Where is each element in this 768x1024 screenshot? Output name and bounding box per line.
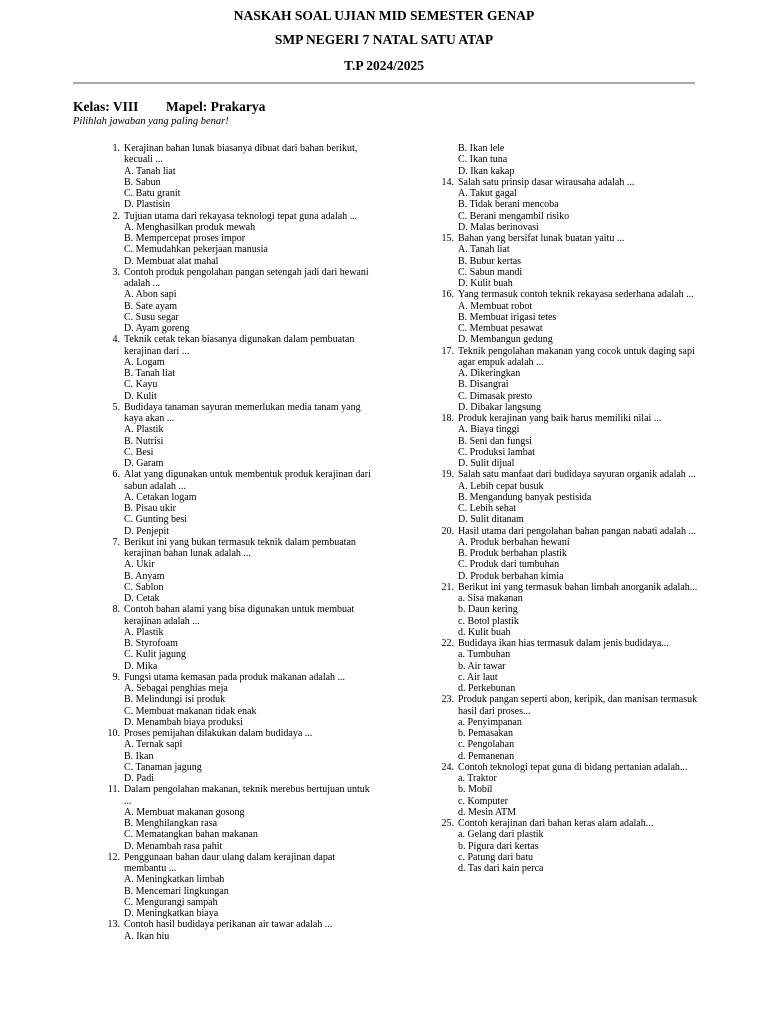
- answer-option: A. Plastik: [124, 424, 164, 436]
- answer-option: D. Cetak: [124, 593, 160, 604]
- question-text: Teknik cetak tekan biasanya digunakan dalam pembuatan kerajinan dari ...: [124, 334, 355, 357]
- answer-option: B. Ikan: [124, 750, 154, 762]
- question-item: [96, 537, 371, 605]
- question-number: 19.: [441, 469, 454, 481]
- answer-option: c. Pengolahan: [458, 739, 515, 751]
- answer-option: a. Traktor: [458, 773, 497, 784]
- answer-option: C. Memudahkan pekerjaan manusia: [124, 244, 268, 256]
- answer-option: D. Menambah rasa pahit: [124, 840, 223, 852]
- question-number: 16.: [441, 289, 454, 301]
- answer-option: B. Disangrai: [458, 379, 509, 391]
- academic-year: T.P 2024/2025: [343, 58, 424, 73]
- answer-option: B. Produk berbahan plastik: [458, 548, 567, 559]
- question-text: Berikut ini yang bukan termasuk teknik dalam pembuatan kerajinan bahan lunak adalah ...: [124, 536, 356, 559]
- answer-option: b. Daun kering: [458, 604, 518, 616]
- question-text: Yang termasuk contoh teknik rekayasa sederhana adalah ...: [458, 289, 694, 301]
- question-item: [96, 334, 371, 402]
- question-number: 6.: [112, 469, 120, 481]
- answer-option: C. Produk dari tumbuhan: [458, 559, 560, 571]
- answer-option: D. Ikan kakap: [458, 165, 515, 177]
- question-number: 7.: [112, 536, 120, 548]
- answer-option: C. Lebih sehat: [458, 503, 517, 514]
- answer-option: A. Ternak sapi: [124, 739, 183, 751]
- answer-option: B. Menghilangkan rasa: [124, 818, 218, 829]
- question-number: 12.: [107, 851, 120, 863]
- answer-option: C. Mengurangi sampah: [124, 896, 218, 908]
- question-item: [96, 852, 371, 920]
- question-text: Produk pangan seperti abon, keripik, dan manisan termasuk hasil dari proses...: [458, 694, 698, 717]
- answer-option: C. Membuat makanan tidak enak: [124, 705, 257, 717]
- answer-option: B. Pisau ukir: [124, 503, 176, 514]
- answer-option: A. Cetakan logam: [124, 491, 197, 503]
- answer-option: A. Membuat makanan gosong: [124, 806, 245, 818]
- answer-option: c. Patung dari batu: [458, 851, 533, 863]
- answer-option: D. Produk berbahan kimia: [458, 570, 564, 582]
- answer-option: A. Menghasilkan produk mewah: [124, 221, 256, 233]
- answer-option: B. Membuat irigasi tetes: [458, 311, 557, 323]
- answer-option: D. Sulit dijual: [458, 458, 515, 469]
- question-number: 13.: [107, 919, 120, 931]
- question-text: Fungsi utama kemasan pada produk makanan adalah ...: [124, 671, 346, 683]
- question-number: 20.: [441, 525, 454, 537]
- answer-option: B. Bubur kertas: [458, 255, 522, 267]
- question-number: 2.: [112, 210, 120, 222]
- answer-option: C. Membuat pesawat: [458, 323, 543, 334]
- answer-option: D. Ayam goreng: [124, 323, 190, 334]
- answer-option: d. Tas dari kain perca: [458, 863, 544, 874]
- answer-option: C. Sablon: [124, 581, 164, 593]
- answer-option: d. Mesin ATM: [458, 806, 517, 818]
- question-number: 10.: [107, 728, 120, 739]
- answer-option: A. Tanah liat: [458, 244, 510, 256]
- question-item: [430, 346, 710, 414]
- exam-title: NASKAH SOAL UJIAN MID SEMESTER GENAP: [233, 8, 535, 23]
- answer-option: d. Kulit buah: [458, 626, 511, 638]
- question-number: 15.: [441, 233, 454, 244]
- answer-option: D. Penjepit: [124, 525, 169, 537]
- answer-option: c. Air laut: [458, 671, 498, 683]
- answer-option: A. Ukir: [124, 559, 155, 571]
- question-item: [430, 638, 710, 694]
- answer-option: C. Gunting besi: [124, 514, 188, 526]
- question-text: Berikut ini yang termasuk bahan limbah anorganik adalah...: [458, 581, 698, 593]
- question-item: [96, 267, 371, 335]
- question-13-continuation: [430, 143, 710, 177]
- question-item: [96, 402, 371, 470]
- question-item: [96, 469, 371, 537]
- question-text: Dalam pengolahan makanan, teknik merebus bertujuan untuk ...: [124, 784, 370, 807]
- question-number: 21.: [441, 581, 454, 593]
- answer-option: B. Tanah liat: [124, 368, 176, 379]
- question-text: Hasil utama dari pengolahan bahan pangan nabati adalah ...: [458, 525, 696, 537]
- answer-option: A. Plastik: [124, 626, 164, 638]
- question-number: 22.: [441, 638, 454, 649]
- answer-option: D. Dibakar langsung: [458, 401, 542, 413]
- answer-option: D. Kulit buah: [458, 278, 513, 289]
- question-item: [430, 233, 710, 289]
- question-item: [430, 582, 710, 638]
- answer-option: a. Gelang dari plastik: [458, 829, 544, 841]
- answer-option: A. Logam: [124, 356, 165, 368]
- answer-option: A. Membuat robot: [458, 300, 533, 312]
- answer-option: C. Batu granit: [124, 188, 181, 199]
- answer-option: b. Mobil: [458, 784, 493, 796]
- question-number: 14.: [441, 176, 454, 188]
- answer-option: d. Perkebunan: [458, 683, 516, 694]
- answer-option: b. Pemasakan: [458, 728, 513, 739]
- answer-option: A. Sebagai penghias meja: [124, 683, 228, 694]
- question-item: [430, 469, 710, 525]
- answer-option: C. Sabun mandi: [458, 266, 523, 278]
- question-item: [96, 728, 371, 784]
- answer-option: C. Kulit jagung: [124, 649, 186, 661]
- answer-option: c. Botol plastik: [458, 615, 519, 627]
- question-number: 23.: [441, 694, 454, 706]
- question-text: Produk kerajinan yang baik harus memiliki nilai ...: [458, 413, 662, 424]
- question-text: Contoh produk pengolahan pangan setengah jadi dari hewani adalah ...: [124, 266, 369, 289]
- question-text: Salah satu manfaat dari budidaya sayuran organik adalah ...: [458, 469, 696, 481]
- question-number: 18.: [441, 413, 454, 424]
- answer-option: C. Kayu: [124, 379, 158, 391]
- answer-option: D. Malas berinovasi: [458, 221, 539, 233]
- answer-option: D. Mika: [124, 660, 158, 672]
- answer-option: b. Air tawar: [458, 660, 506, 672]
- question-text: Contoh hasil budidaya perikanan air tawar adalah ...: [124, 919, 333, 931]
- question-number: 17.: [441, 345, 454, 357]
- question-number: 25.: [441, 818, 454, 829]
- question-number: 3.: [112, 266, 120, 278]
- question-item: [430, 177, 710, 233]
- question-item: [430, 694, 710, 762]
- question-text: Teknik pengolahan makanan yang cocok untuk daging sapi agar empuk adalah ...: [458, 345, 695, 368]
- answer-option: a. Tumbuhan: [458, 649, 511, 661]
- answer-option: C. Susu segar: [124, 311, 179, 323]
- question-number: 8.: [112, 604, 120, 616]
- class-label: Kelas: VIII: [73, 99, 139, 114]
- question-number: 11.: [107, 784, 120, 796]
- answer-option: B. Nutrisi: [124, 435, 164, 447]
- class-subject-row: [73, 99, 266, 115]
- answer-option: D. Meningkatkan biaya: [124, 908, 219, 919]
- answer-option: C. Ikan tuna: [458, 154, 508, 166]
- answer-option: c. Komputer: [458, 795, 508, 807]
- answer-option: a. Penyimpanan: [458, 716, 522, 728]
- question-text: Budidaya tanaman sayuran memerlukan media tanam yang kaya akan ...: [124, 401, 361, 424]
- question-text: Proses pemijahan dilakukan dalam budidaya ...: [124, 728, 313, 739]
- question-item: [430, 413, 710, 469]
- question-item: [96, 211, 371, 267]
- answer-option: C. Berani mengambil risiko: [458, 210, 570, 222]
- question-column-left: [96, 143, 371, 942]
- header-divider: [73, 82, 695, 84]
- answer-option: A. Tanah liat: [124, 165, 176, 177]
- question-text: Contoh teknologi tepat guna di bidang pertanian adalah...: [458, 761, 688, 773]
- answer-option: C. Dimasak presto: [458, 390, 533, 402]
- question-number: 4.: [112, 334, 120, 346]
- question-text: Tujuan utama dari rekayasa teknologi tepat guna adalah ...: [124, 210, 358, 222]
- answer-option: D. Membuat alat mahal: [124, 255, 219, 267]
- question-item: [96, 672, 371, 728]
- question-item: [430, 762, 710, 818]
- question-text: Penggunaan bahan daur ulang dalam kerajinan dapat membantu ...: [124, 851, 336, 874]
- answer-option: C. Tanaman jagung: [124, 761, 202, 773]
- answer-option: D. Membangun gedung: [458, 334, 553, 346]
- answer-option: B. Styrofoam: [124, 638, 178, 649]
- answer-option: A. Meningkatkan limbah: [124, 874, 225, 886]
- answer-option: B. Sabun: [124, 176, 161, 188]
- answer-option: C. Besi: [124, 446, 154, 458]
- question-text: Contoh bahan alami yang bisa digunakan untuk membuat kerajinan adalah ...: [124, 604, 355, 627]
- question-text: Bahan yang bersifat lunak buatan yaitu ...: [458, 233, 625, 244]
- question-text: Contoh kerajinan dari bahan keras alam adalah...: [458, 818, 654, 829]
- question-item: [96, 604, 371, 672]
- answer-option: B. Melindungi isi produk: [124, 694, 226, 706]
- question-text: Budidaya ikan hias termasuk dalam jenis budidaya...: [458, 638, 669, 649]
- answer-option: D. Kulit: [124, 390, 157, 402]
- answer-option: B. Seni dan fungsi: [458, 435, 532, 447]
- answer-option: B. Mempercepat proses impor: [124, 233, 246, 244]
- question-item: [96, 143, 371, 211]
- answer-option: B. Tidak berani mencoba: [458, 199, 559, 211]
- answer-option: C. Produksi lambat: [458, 446, 535, 458]
- question-column-right: [430, 143, 710, 874]
- question-number: 5.: [112, 401, 120, 413]
- question-text: Salah satu prinsip dasar wirausaha adalah ...: [458, 176, 635, 188]
- answer-option: D. Plastisin: [124, 199, 171, 211]
- answer-option: B. Ikan lele: [458, 143, 505, 154]
- answer-option: A. Takut gagal: [458, 188, 517, 199]
- answer-option: A. Abon sapi: [124, 289, 177, 301]
- answer-option: C. Mematangkan bahan makanan: [124, 829, 258, 841]
- question-text: Kerajinan bahan lunak biasanya dibuat dari bahan berikut, kecuali ...: [124, 143, 358, 166]
- question-number: 24.: [441, 761, 454, 773]
- question-number: 1.: [112, 143, 120, 154]
- answer-option: D. Sulit ditanam: [458, 514, 524, 526]
- answer-option: B. Anyam: [124, 570, 165, 582]
- answer-option: A. Ikan hiu: [124, 930, 170, 942]
- answer-option: A. Dikeringkan: [458, 368, 521, 379]
- answer-option: D. Menambah biaya produksi: [124, 716, 243, 728]
- answer-option: a. Sisa makanan: [458, 593, 523, 604]
- question-item: [430, 526, 710, 582]
- question-item: [430, 289, 710, 345]
- answer-option: B. Mencemari lingkungan: [124, 885, 229, 897]
- answer-option: A. Biaya tinggi: [458, 424, 520, 436]
- answer-option: A. Produk berbahan hewani: [458, 536, 570, 548]
- subject-label: Mapel: Prakarya: [166, 99, 266, 114]
- question-item: [96, 784, 371, 852]
- answer-option: D. Padi: [124, 773, 154, 784]
- answer-option: B. Mengandung banyak pestisida: [458, 491, 592, 503]
- question-number: 9.: [112, 671, 120, 683]
- question-text: Alat yang digunakan untuk membentuk produk kerajinan dari sabun adalah ...: [124, 469, 371, 492]
- answer-option: D. Garam: [124, 458, 164, 469]
- school-name: SMP NEGERI 7 NATAL SATU ATAP: [274, 32, 494, 47]
- answer-option: B. Sate ayam: [124, 300, 178, 312]
- question-item: [430, 818, 710, 874]
- answer-option: b. Pigura dari kertas: [458, 840, 539, 852]
- answer-option: d. Pemanenan: [458, 750, 515, 762]
- instruction-text: Pilihlah jawaban yang paling benar!: [73, 116, 229, 127]
- question-item: [96, 919, 371, 942]
- answer-option: A. Lebih cepat busuk: [458, 480, 544, 492]
